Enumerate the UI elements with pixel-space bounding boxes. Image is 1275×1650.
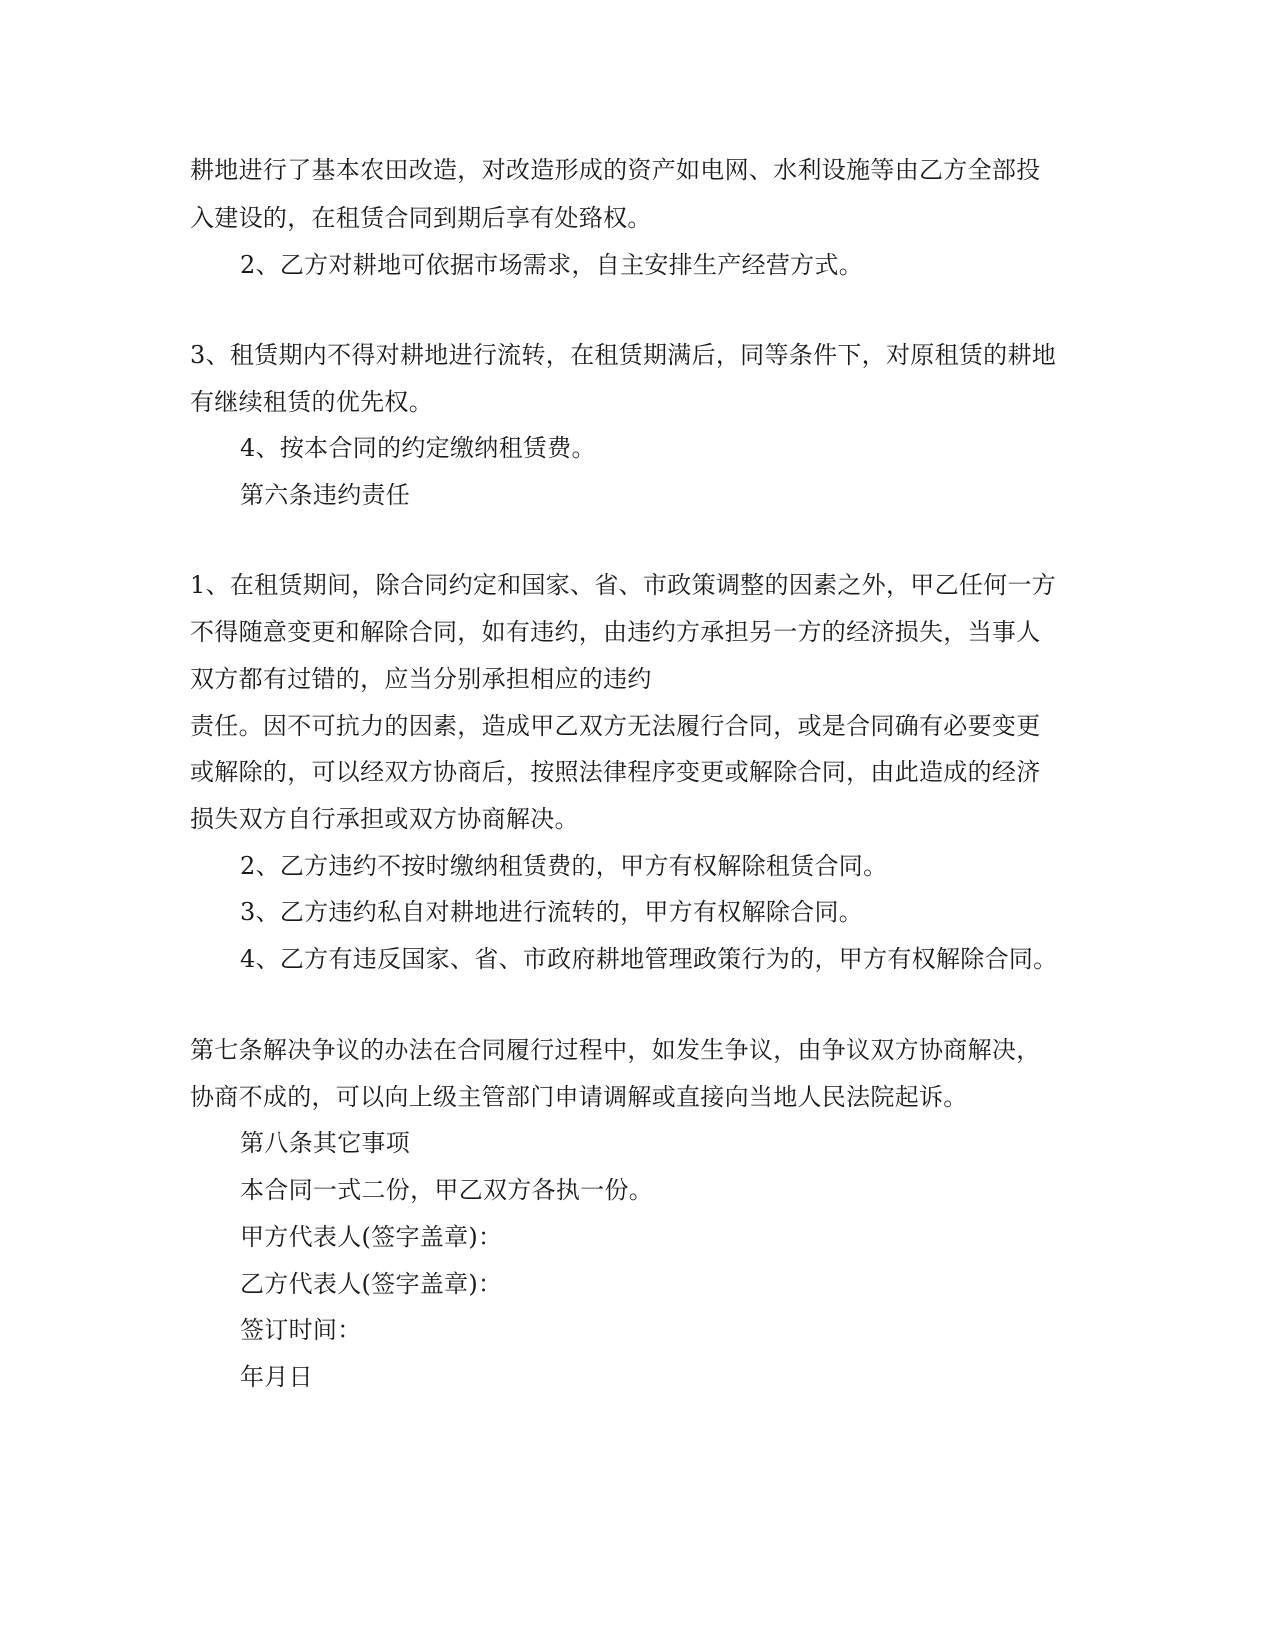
text-line: 3、乙方违约私自对耕地进行流转的，甲方有权解除合同。: [240, 898, 864, 926]
text-line: 入建设的，在租赁合同到期后享有处臵权。: [190, 204, 652, 232]
section-heading: 第八条其它事项: [240, 1129, 411, 1157]
text-line: 不得随意变更和解除合同，如有违约，由违约方承担另一方的经济损失，当事人: [190, 618, 1041, 646]
date-line: 年月日: [240, 1363, 313, 1391]
text-line: 耕地进行了基本农田改造，对改造形成的资产如电网、水利设施等由乙方全部投: [190, 156, 1041, 184]
signature-line-party-a: 甲方代表人(签字盖章)：: [240, 1223, 503, 1251]
text-line: 有继续租赁的优先权。: [190, 388, 433, 416]
text-line: 本合同一式二份，甲乙双方各执一份。: [240, 1176, 654, 1204]
text-line: 或解除的，可以经双方协商后，按照法律程序变更或解除合同，由此造成的经济: [190, 758, 1041, 786]
text-line: 1、在租赁期间，除合同约定和国家、省、市政策调整的因素之外，甲乙任何一方: [190, 571, 1057, 599]
text-line: 责任。因不可抗力的因素，造成甲乙双方无法履行合同，或是合同确有必要变更: [190, 712, 1041, 740]
text-line: 协商不成的，可以向上级主管部门申请调解或直接向当地人民法院起诉。: [190, 1083, 968, 1111]
text-line: 4、乙方有违反国家、省、市政府耕地管理政策行为的，甲方有权解除合同。: [240, 945, 1058, 973]
text-line: 第七条解决争议的办法在合同履行过程中，如发生争议，由争议双方协商解决，: [190, 1036, 1041, 1064]
text-line: 3、租赁期内不得对耕地进行流转，在租赁期满后，同等条件下，对原租赁的耕地: [190, 341, 1057, 369]
text-line: 2、乙方对耕地可依据市场需求，自主安排生产经营方式。: [240, 251, 864, 279]
signing-time-label: 签订时间：: [240, 1316, 362, 1344]
text-line: 双方都有过错的，应当分别承担相应的违约: [190, 665, 652, 693]
section-heading: 第六条违约责任: [240, 481, 411, 509]
text-line: 4、按本合同的约定缴纳租赁费。: [240, 434, 596, 462]
text-line: 2、乙方违约不按时缴纳租赁费的，甲方有权解除租赁合同。: [240, 852, 888, 880]
signature-line-party-b: 乙方代表人(签字盖章)：: [240, 1270, 503, 1298]
text-line: 损失双方自行承担或双方协商解决。: [190, 805, 579, 833]
